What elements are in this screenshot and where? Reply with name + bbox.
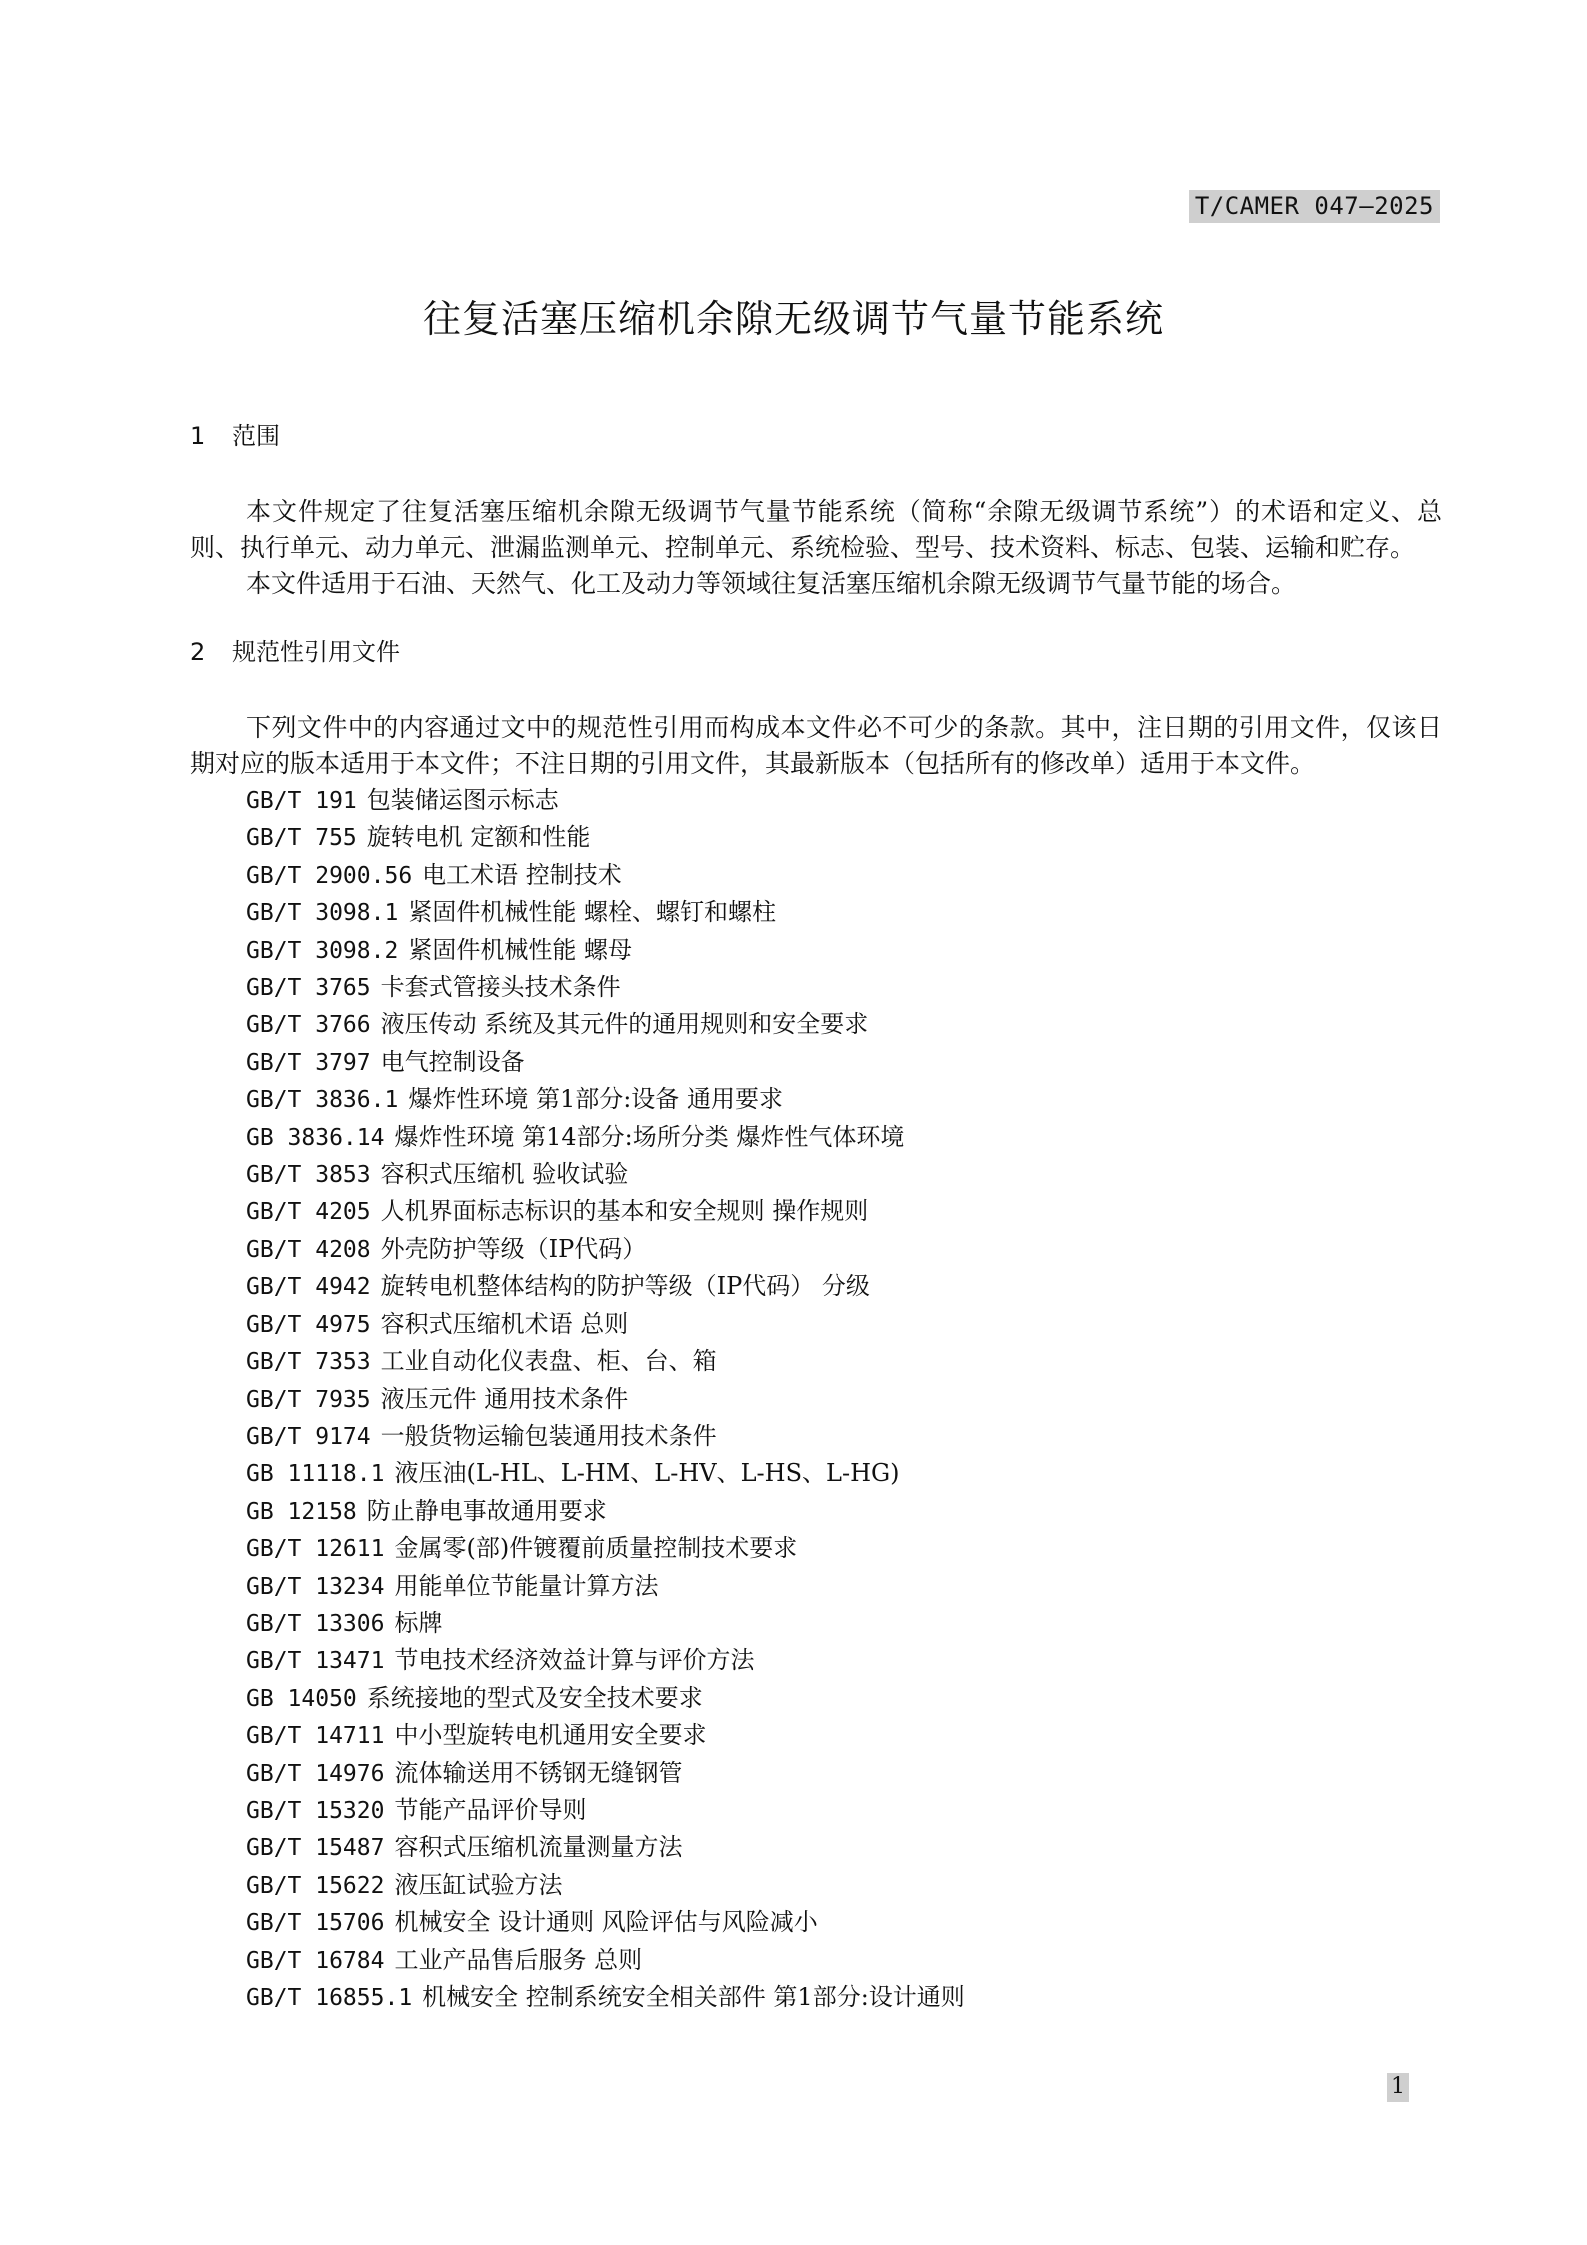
document-title: 往复活塞压缩机余隙无级调节气量节能系统: [422, 297, 1164, 341]
page-number: 1: [1387, 2073, 1409, 2102]
section-number: 1: [190, 422, 206, 450]
reference-item: [246, 1156, 1442, 1193]
reference-item: [246, 1044, 1442, 1081]
reference-item: [246, 1418, 1442, 1455]
reference-title: 电工术语 控制技术: [422, 860, 622, 889]
reference-item: [246, 1605, 1442, 1642]
reference-code: GB/T 7353: [246, 1349, 371, 1376]
reference-item: [246, 1381, 1442, 1418]
reference-item: [246, 1979, 1442, 2016]
reference-code: GB/T 755: [246, 825, 357, 852]
reference-title: 包装储运图示标志: [366, 786, 559, 814]
reference-code: GB/T 14976: [246, 1760, 385, 1787]
reference-code: GB/T 12611: [246, 1536, 385, 1563]
reference-code: GB/T 4205: [246, 1199, 371, 1226]
reference-code: GB/T 3853: [246, 1162, 371, 1189]
reference-title: 工业自动化仪表盘、柜、台、箱: [380, 1347, 717, 1376]
reference-item: [246, 1119, 1442, 1156]
reference-item: [246, 1867, 1442, 1904]
section-heading-scope: [190, 418, 1442, 454]
reference-item: [246, 1792, 1442, 1829]
reference-item: [246, 1829, 1442, 1866]
reference-item: [246, 1642, 1442, 1679]
reference-title: 液压油(L-HL、L-HM、L-HV、L-HS、L-HG): [394, 1459, 900, 1488]
reference-title: 防止静电事故通用要求: [366, 1496, 607, 1525]
reference-item: [246, 1680, 1442, 1717]
reference-title: 旋转电机整体结构的防护等级（IP代码） 分级: [380, 1272, 870, 1301]
reference-code: GB/T 16784: [246, 1947, 385, 1974]
reference-title: 外壳防护等级（IP代码）: [380, 1234, 647, 1263]
reference-title: 人机界面标志标识的基本和安全规则 操作规则: [380, 1197, 869, 1226]
scope-paragraph: 本文件规定了往复活塞压缩机余隙无级调节气量节能系统（简称“余隙无级调节系统”）的术语和定义、总则、执行单元、动力单元、泄漏监测单元、控制单元、系统检验、型号、技术资料、标志、包装、运输和贮存。: [190, 497, 1442, 562]
reference-item: [246, 932, 1442, 969]
reference-title: 容积式压缩机流量测量方法: [394, 1833, 683, 1862]
reference-code: GB/T 14711: [246, 1723, 385, 1750]
reference-item: [246, 1231, 1442, 1268]
reference-title: 容积式压缩机 验收试验: [380, 1160, 629, 1189]
reference-title: 卡套式管接头技术条件: [380, 973, 621, 1002]
reference-code: GB/T 2900.56: [246, 862, 413, 889]
reference-title: 液压元件 通用技术条件: [380, 1384, 629, 1413]
reference-item: [246, 1493, 1442, 1530]
reference-item: [246, 1343, 1442, 1380]
reference-title: 流体输送用不锈钢无缝钢管: [394, 1758, 683, 1787]
reference-title: 机械安全 控制系统安全相关部件 第1部分:设计通则: [422, 1983, 965, 2011]
reference-list: [190, 782, 1442, 2016]
reference-code: GB/T 3766: [246, 1012, 371, 1039]
reference-item: [246, 819, 1442, 856]
reference-item: [246, 1268, 1442, 1305]
document-number: T/CAMER 047—2025: [1189, 190, 1440, 223]
reference-code: GB/T 4942: [246, 1274, 371, 1301]
reference-code: GB/T 3098.2: [246, 937, 399, 964]
reference-title: 金属零(部)件镀覆前质量控制技术要求: [394, 1534, 798, 1563]
reference-item: [246, 857, 1442, 894]
reference-code: GB/T 4975: [246, 1311, 371, 1338]
reference-item: [246, 894, 1442, 931]
reference-title: 中小型旋转电机通用安全要求: [394, 1721, 707, 1750]
reference-title: 节能产品评价导则: [394, 1795, 587, 1824]
reference-title: 容积式压缩机术语 总则: [380, 1309, 629, 1338]
reference-title: 紧固件机械性能 螺母: [408, 935, 632, 964]
reference-title: 工业产品售后服务 总则: [394, 1945, 643, 1974]
reference-item: [246, 969, 1442, 1006]
reference-code: GB/T 13234: [246, 1573, 385, 1600]
reference-title: 系统接地的型式及安全技术要求: [366, 1683, 703, 1712]
reference-title: 旋转电机 定额和性能: [366, 823, 591, 852]
section-title: 范围: [232, 422, 280, 450]
reference-title: 电气控制设备: [380, 1047, 525, 1076]
reference-code: GB/T 3836.1: [246, 1087, 399, 1114]
reference-code: GB/T 7935: [246, 1386, 371, 1413]
reference-code: GB/T 16855.1: [246, 1985, 413, 2011]
reference-item: [246, 1006, 1442, 1043]
reference-code: GB 3836.14: [246, 1124, 385, 1151]
reference-title: 节电技术经济效益计算与评价方法: [394, 1646, 755, 1675]
references-intro-paragraph: 下列文件中的内容通过文中的规范性引用而构成本文件必不可少的条款。其中，注日期的引用文件，仅该日期对应的版本适用于本文件；不注日期的引用文件，其最新版本（包括所有的修改单）适用于本文件。: [190, 713, 1442, 778]
document-body: [190, 418, 1442, 2016]
reference-item: [246, 1755, 1442, 1792]
reference-item: [246, 1568, 1442, 1605]
reference-title: 液压传动 系统及其元件的通用规则和安全要求: [380, 1010, 869, 1039]
reference-code: GB/T 3797: [246, 1049, 371, 1076]
reference-title: 一般货物运输包装通用技术条件: [380, 1421, 717, 1450]
reference-title: 液压缸试验方法: [394, 1870, 563, 1899]
reference-item: [246, 1717, 1442, 1754]
section-heading-normative-references: [190, 634, 1442, 670]
reference-title: 爆炸性环境 第1部分:设备 通用要求: [408, 1085, 783, 1114]
reference-code: GB/T 13306: [246, 1610, 385, 1637]
reference-item: [246, 1306, 1442, 1343]
reference-item: [246, 1081, 1442, 1118]
reference-item: [246, 782, 1442, 819]
reference-item: [246, 1455, 1442, 1492]
reference-title: 机械安全 设计通则 风险评估与风险减小: [394, 1908, 818, 1937]
reference-code: GB/T 15487: [246, 1835, 385, 1862]
reference-code: GB/T 191: [246, 788, 357, 814]
scope-paragraph: 本文件适用于石油、天然气、化工及动力等领域往复活塞压缩机余隙无级调节气量节能的场合。: [246, 569, 1297, 598]
reference-title: 紧固件机械性能 螺栓、螺钉和螺柱: [408, 898, 776, 927]
reference-item: [246, 1942, 1442, 1979]
reference-code: GB/T 15706: [246, 1910, 385, 1937]
reference-code: GB/T 3098.1: [246, 900, 399, 927]
reference-code: GB/T 15622: [246, 1872, 385, 1899]
reference-code: GB 14050: [246, 1685, 357, 1712]
reference-code: GB/T 4208: [246, 1236, 371, 1263]
reference-item: [246, 1193, 1442, 1230]
reference-item: [246, 1904, 1442, 1941]
reference-code: GB/T 9174: [246, 1423, 371, 1450]
reference-code: GB/T 13471: [246, 1648, 385, 1675]
reference-title: 标牌: [394, 1608, 443, 1637]
reference-code: GB 11118.1: [246, 1461, 385, 1488]
reference-code: GB/T 15320: [246, 1797, 385, 1824]
reference-title: 用能单位节能量计算方法: [394, 1571, 659, 1600]
reference-title: 爆炸性环境 第14部分:场所分类 爆炸性气体环境: [394, 1122, 905, 1151]
reference-code: GB 12158: [246, 1498, 357, 1525]
reference-code: GB/T 3765: [246, 975, 371, 1002]
reference-item: [246, 1530, 1442, 1567]
section-title: 规范性引用文件: [232, 638, 400, 666]
section-number: 2: [190, 638, 206, 666]
